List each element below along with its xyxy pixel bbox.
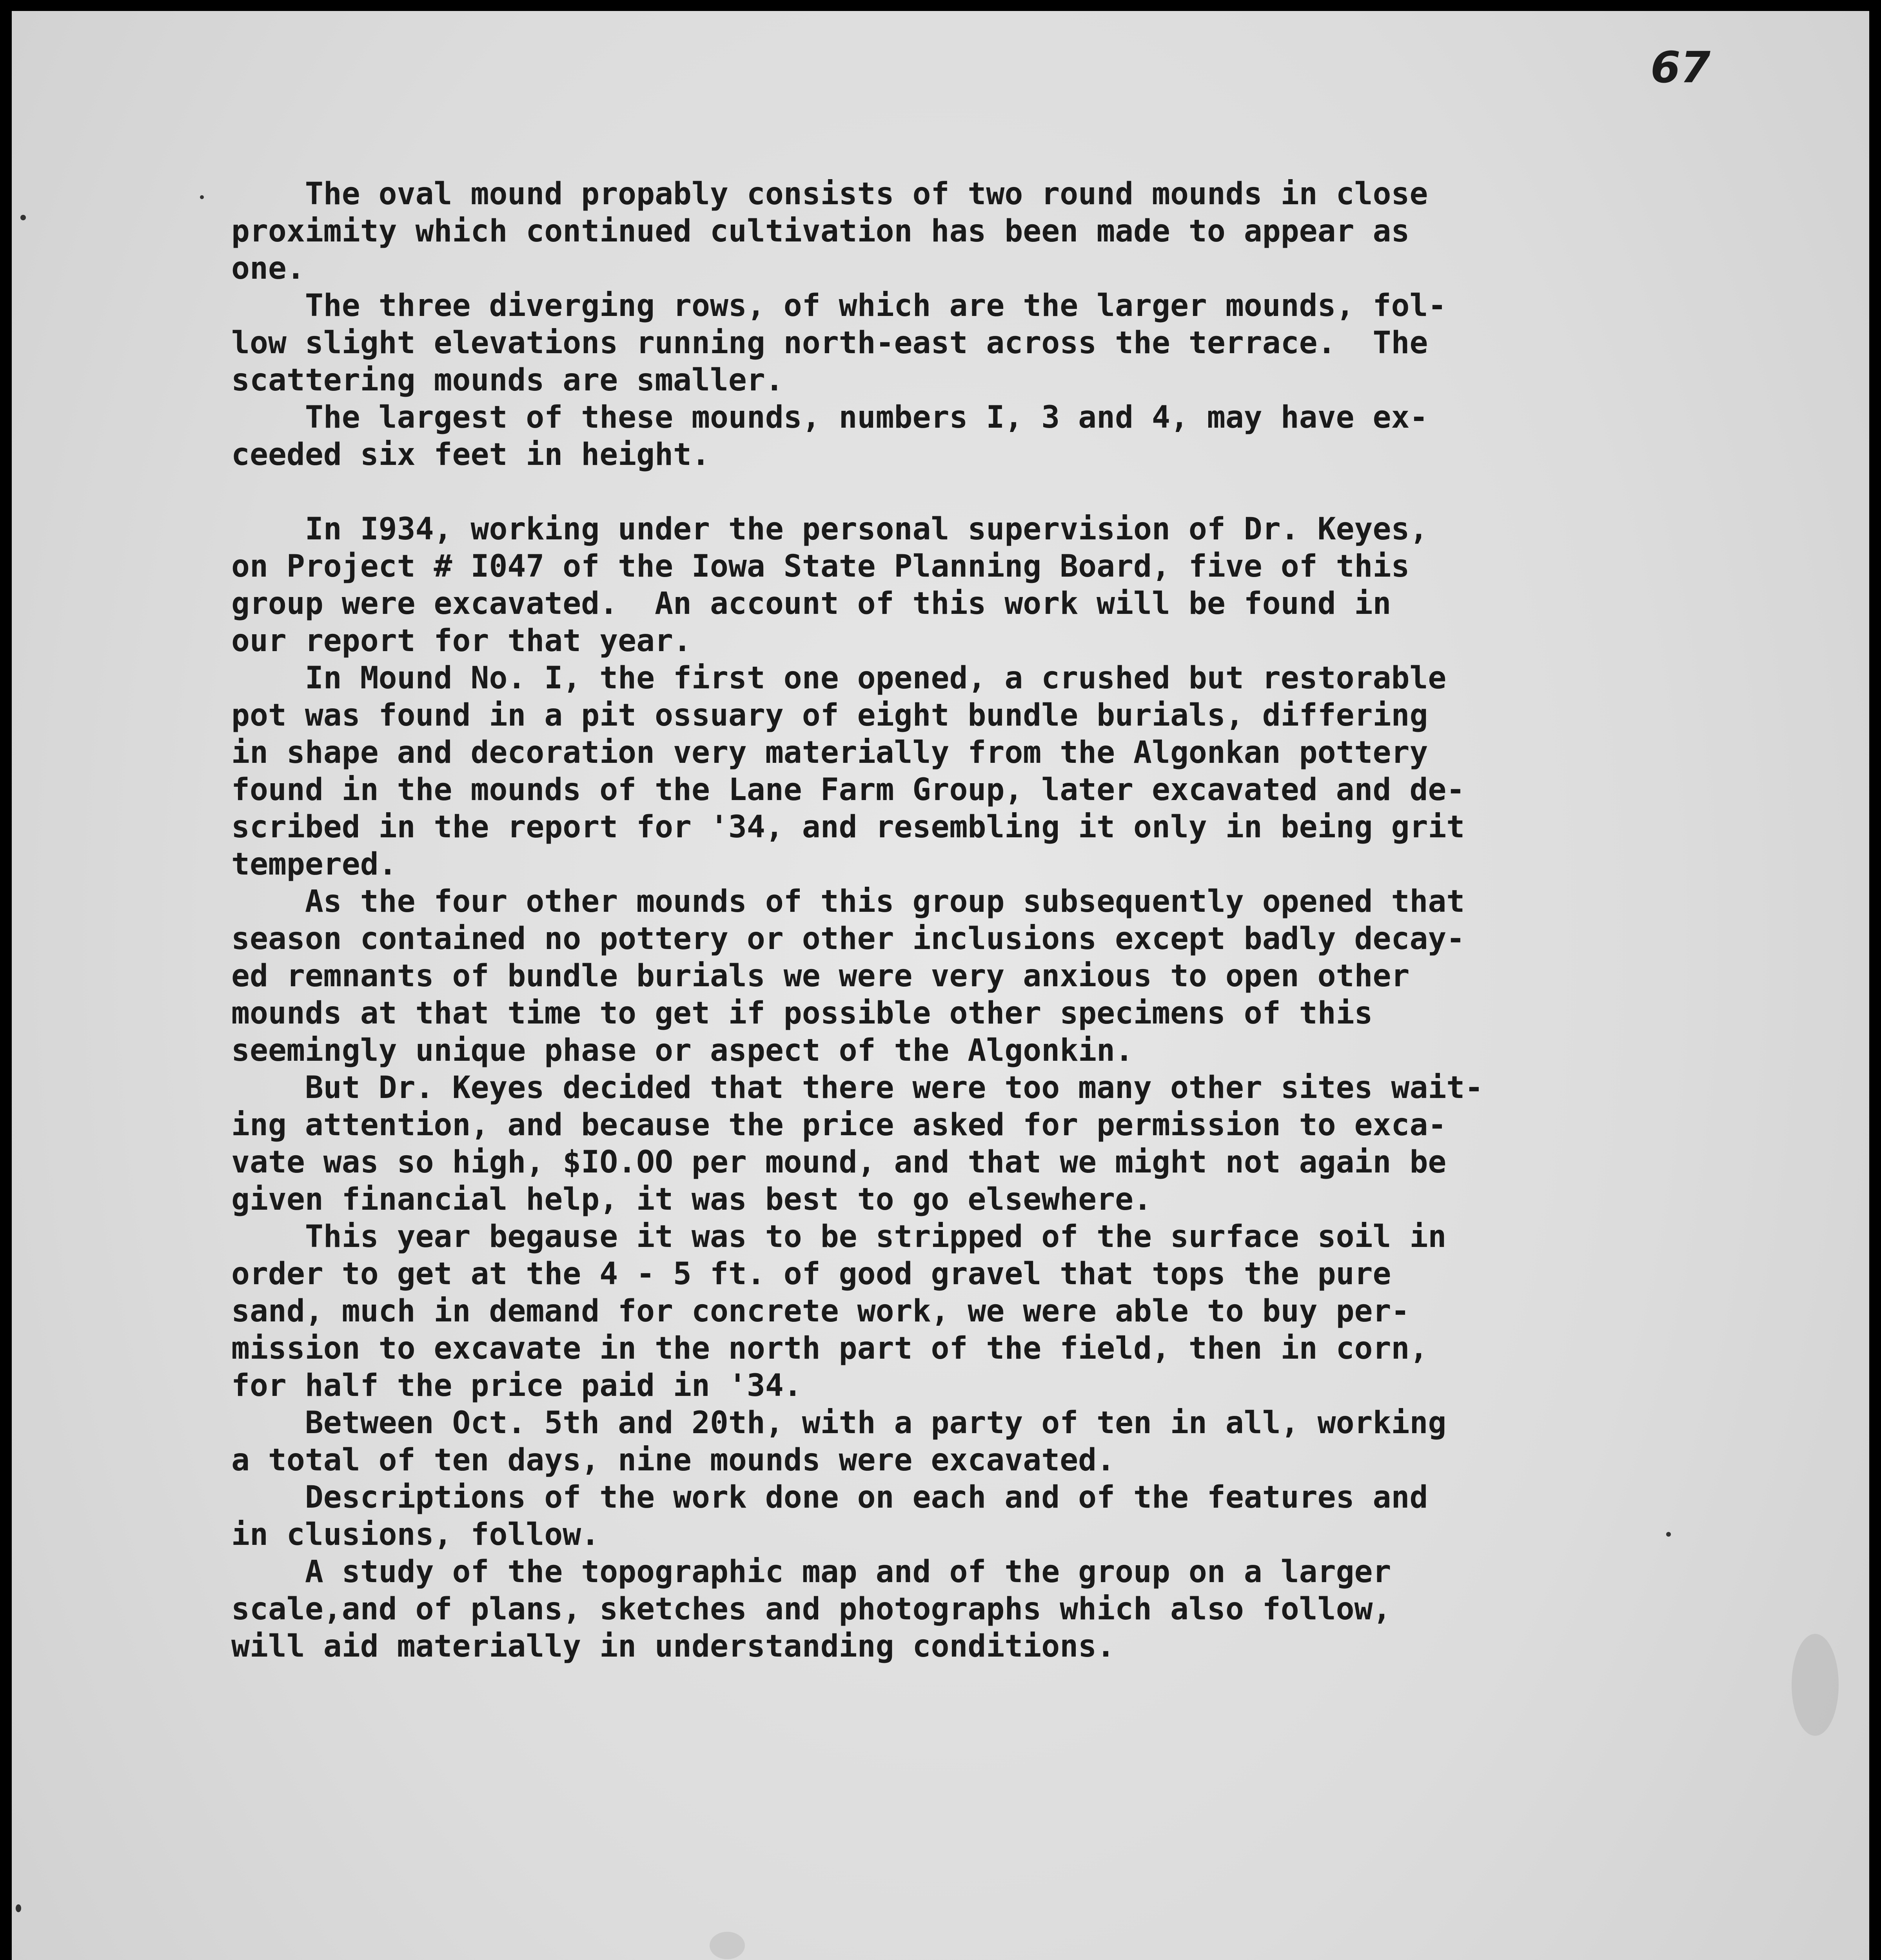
paper-speck xyxy=(200,195,204,199)
text-line: in clusions, follow. xyxy=(231,1517,600,1552)
text-line: The oval mound propably consists of two round mounds in close xyxy=(231,176,1428,212)
text-line: order to get at the 4 - 5 ft. of good gravel that tops the pure xyxy=(231,1256,1391,1292)
typed-text-body xyxy=(231,176,1760,1665)
text-line: The three diverging rows, of which are the larger mounds, fol- xyxy=(231,288,1447,323)
text-line: The largest of these mounds, numbers I, 3 and 4, may have ex- xyxy=(231,400,1428,435)
text-line: found in the mounds of the Lane Farm Group, later excavated and de- xyxy=(231,772,1465,808)
paper-speck xyxy=(20,215,26,220)
text-line: ed remnants of bundle burials we were very anxious to open other xyxy=(231,958,1410,994)
text-line: This year begause it was to be stripped of the surface soil in xyxy=(231,1219,1447,1254)
text-line: scattering mounds are smaller. xyxy=(231,363,784,398)
text-line: vate was so high, $IO.OO per mound, and that we might not again be xyxy=(231,1145,1447,1180)
text-line: proximity which continued cultivation has been made to appear as xyxy=(231,214,1410,249)
text-line: group were excavated. An account of this work will be found in xyxy=(231,586,1391,621)
text-line: will aid materially in understanding conditions. xyxy=(231,1629,1115,1664)
text-line: scribed in the report for '34, and resembling it only in being grit xyxy=(231,809,1465,845)
text-line: pot was found in a pit ossuary of eight bundle burials, differing xyxy=(231,698,1428,733)
paper-speck xyxy=(1666,1532,1671,1537)
text-line: seemingly unique phase or aspect of the Algonkin. xyxy=(231,1033,1134,1068)
text-line: mounds at that time to get if possible other specimens of this xyxy=(231,996,1373,1031)
text-line: low slight elevations running north-east across the terrace. The xyxy=(231,325,1428,361)
document-page xyxy=(12,11,1869,1960)
text-line: given financial help, it was best to go elsewhere. xyxy=(231,1182,1152,1217)
text-line: mission to excavate in the north part of the field, then in corn, xyxy=(231,1331,1428,1366)
paper-smudge xyxy=(710,1932,745,1959)
paper-speck xyxy=(16,1904,21,1912)
text-line: our report for that year. xyxy=(231,623,692,659)
text-line: But Dr. Keyes decided that there were too many other sites wait- xyxy=(231,1070,1483,1105)
text-line: one. xyxy=(231,251,305,286)
text-line: Between Oct. 5th and 20th, with a party of ten in all, working xyxy=(231,1405,1447,1441)
text-line: Descriptions of the work done on each and of the features and xyxy=(231,1480,1428,1515)
text-line: in shape and decoration very materially from the Algonkan pottery xyxy=(231,735,1428,770)
text-line: sand, much in demand for concrete work, we were able to buy per- xyxy=(231,1294,1410,1329)
text-line: As the four other mounds of this group subsequently opened that xyxy=(231,884,1465,919)
text-line: ing attention, and because the price asked for permission to exca- xyxy=(231,1107,1447,1143)
text-line: on Project # I047 of the Iowa State Planning Board, five of this xyxy=(231,549,1410,584)
text-line: scale,and of plans, sketches and photographs which also follow, xyxy=(231,1592,1391,1627)
paper-smudge xyxy=(1792,1634,1839,1736)
text-line: for half the price paid in '34. xyxy=(231,1368,802,1403)
page-number: 67 xyxy=(1650,42,1711,93)
text-line: a total of ten days, nine mounds were excavated. xyxy=(231,1443,1115,1478)
text-line: ceeded six feet in height. xyxy=(231,437,710,472)
text-line: tempered. xyxy=(231,847,397,882)
text-line: In Mound No. I, the first one opened, a crushed but restorable xyxy=(231,661,1447,696)
text-line: season contained no pottery or other inclusions except badly decay- xyxy=(231,921,1465,956)
text-line: A study of the topographic map and of the group on a larger xyxy=(231,1554,1391,1590)
text-line: In I934, working under the personal supervision of Dr. Keyes, xyxy=(231,512,1428,547)
blank-line xyxy=(231,474,1760,511)
